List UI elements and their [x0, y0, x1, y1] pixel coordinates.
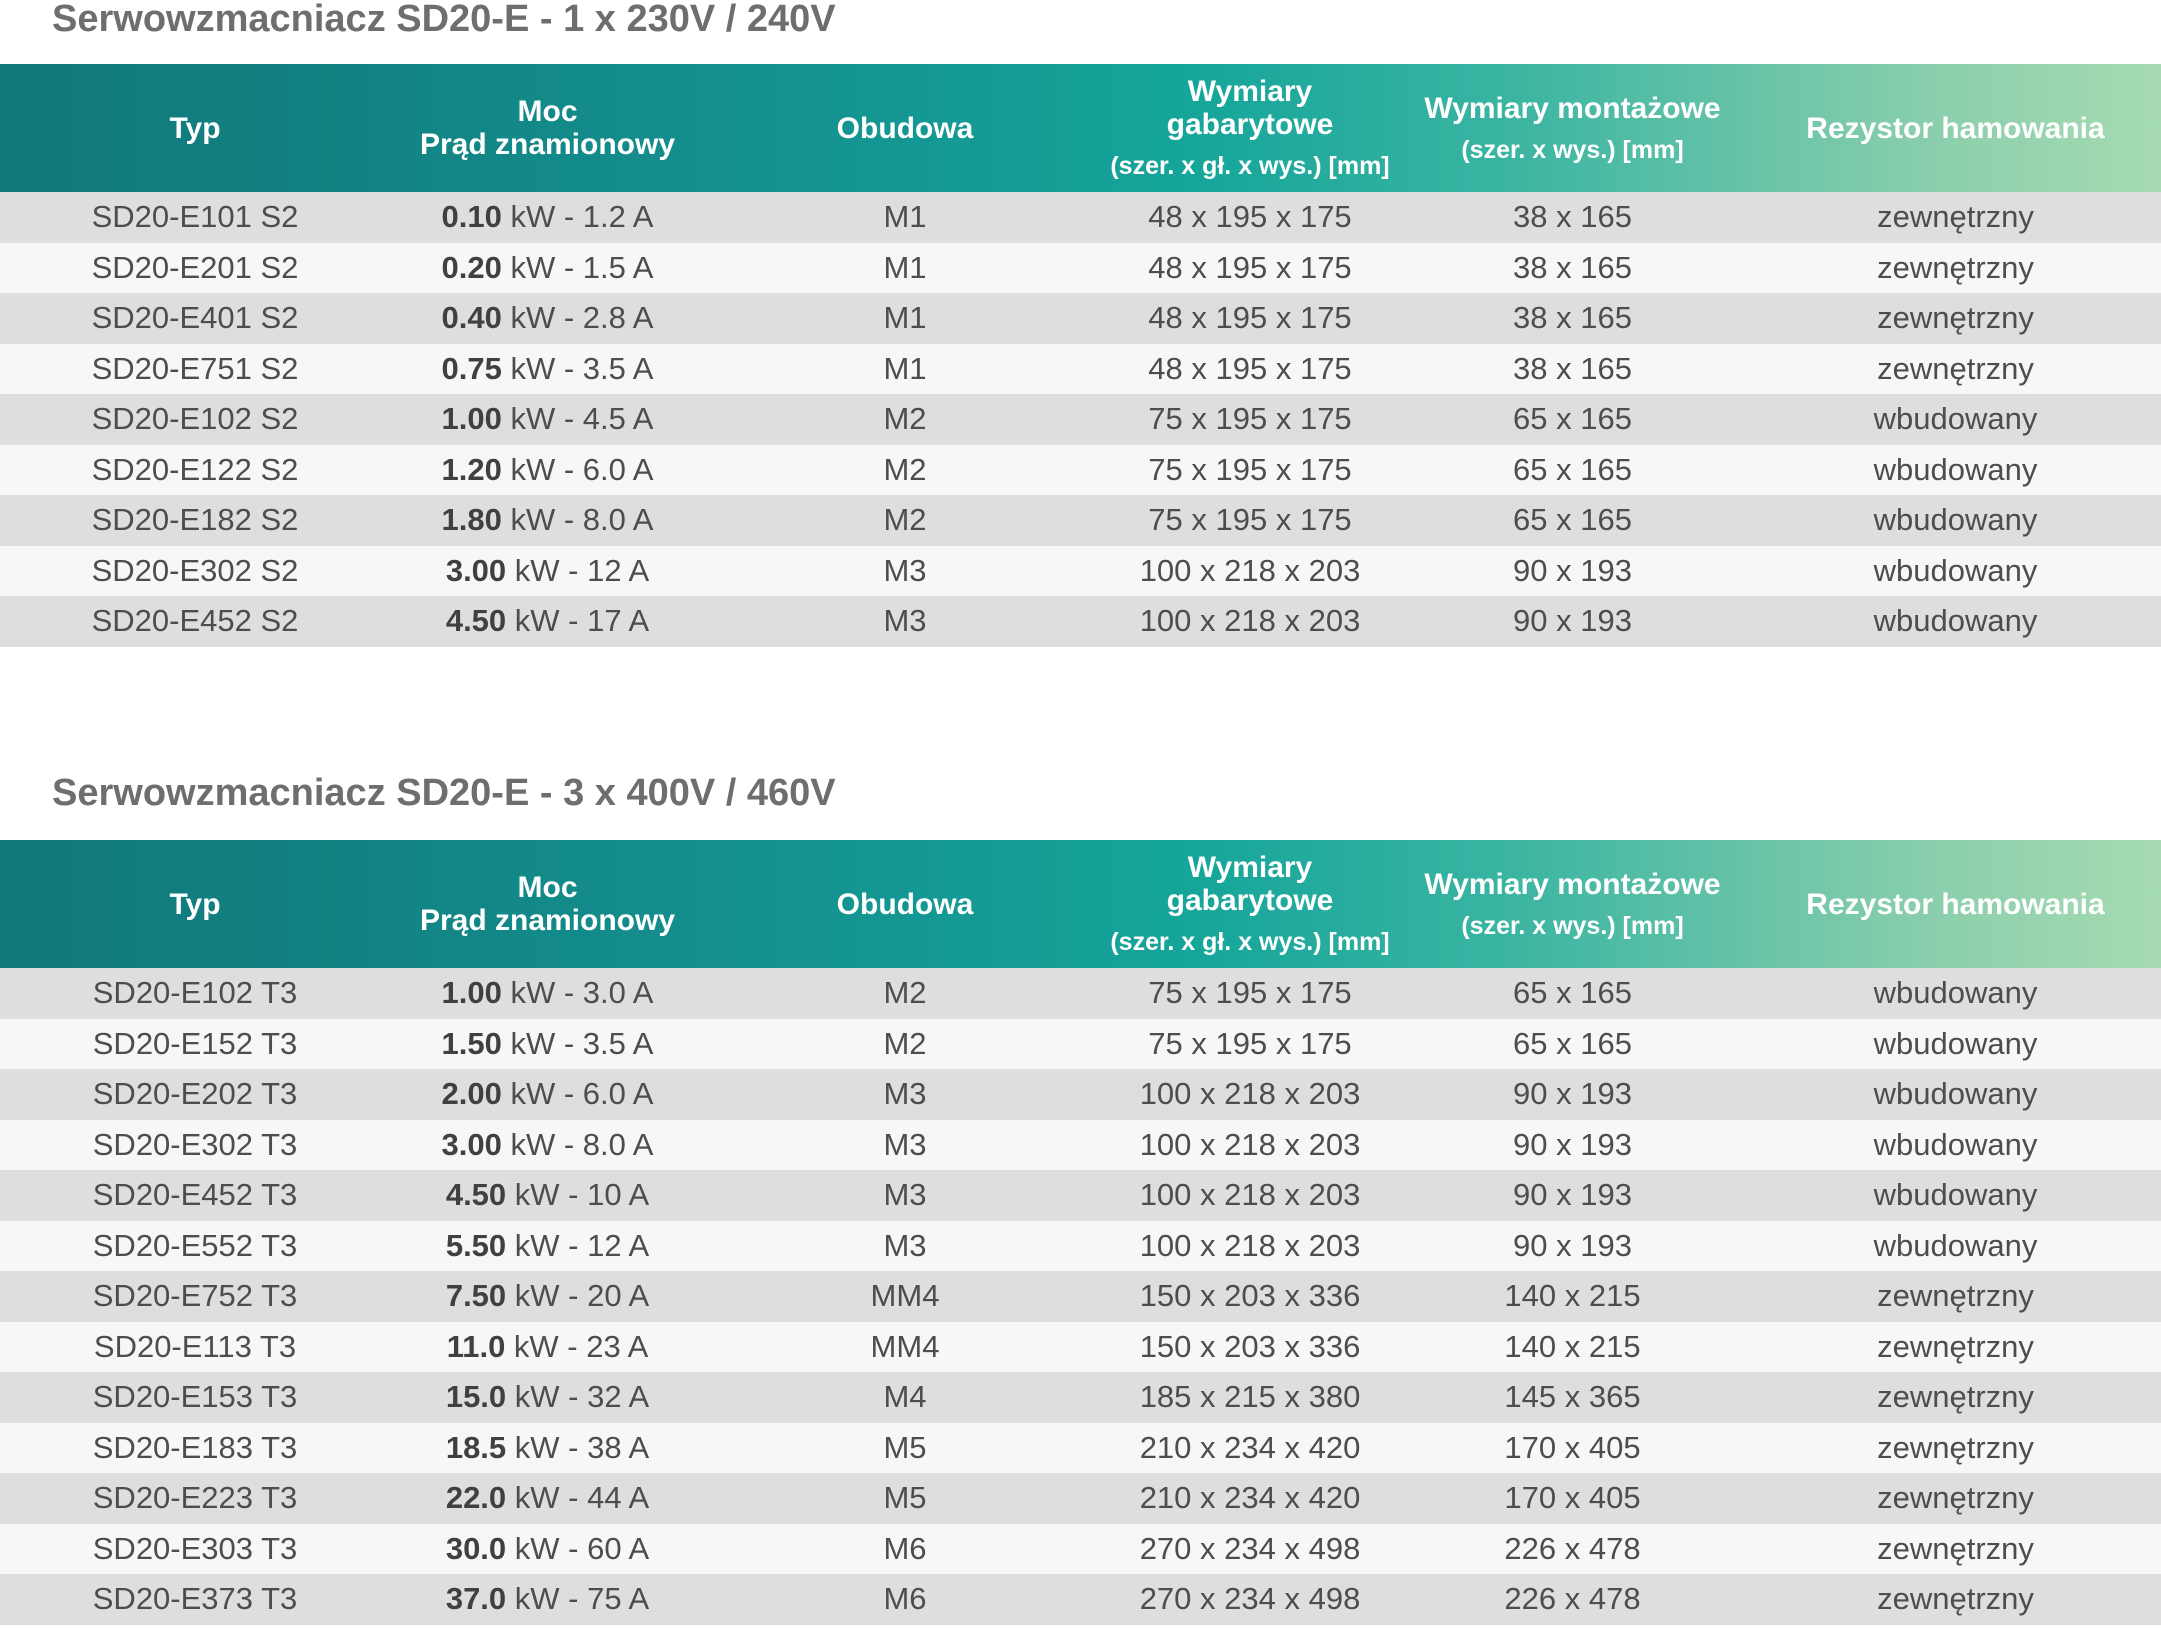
- cell-gabaryt: 100 x 218 x 203: [1139, 1227, 1361, 1263]
- header-gabaryt-sub: (szer. x gł. x wys.) [mm]: [1110, 152, 1390, 181]
- table-row: [0, 243, 2161, 294]
- cell-typ: SD20-E752 T3: [92, 1278, 298, 1314]
- table-row: [0, 1019, 2161, 1070]
- cell-obudowa: M3: [883, 1126, 927, 1162]
- cell-typ: SD20-E102 T3: [92, 975, 298, 1011]
- cell-power-value: 5.50: [445, 1227, 507, 1263]
- cell-montaz: 38 x 165: [1513, 300, 1632, 336]
- cell-power-value: 11.0: [446, 1328, 506, 1364]
- cell-power-value: 1.00: [441, 401, 502, 437]
- cell-obudowa: M2: [883, 502, 927, 538]
- header-typ: [0, 64, 390, 192]
- table-row: [0, 1524, 2161, 1575]
- cell-obudowa: M6: [883, 1530, 927, 1566]
- cell-obudowa: M1: [883, 249, 927, 285]
- table-row: [0, 293, 2161, 344]
- cell-rezystor: zewnętrzny: [1877, 1429, 2034, 1465]
- spec-table-400v: [0, 840, 2161, 1625]
- cell-gabaryt: 100 x 218 x 203: [1139, 1076, 1361, 1112]
- cell-power-value: 22.0: [445, 1480, 507, 1516]
- cell-moc: [390, 546, 705, 597]
- table-row: [0, 344, 2161, 395]
- cell-moc: [390, 1019, 705, 1070]
- cell-montaz: 65 x 165: [1513, 502, 1632, 538]
- cell-moc: [390, 1524, 705, 1575]
- cell-moc: [390, 394, 705, 445]
- cell-typ: SD20-E223 T3: [92, 1480, 298, 1516]
- header-rezystor: [1750, 840, 2161, 968]
- table-row: [0, 1372, 2161, 1423]
- cell-moc: [390, 1372, 705, 1423]
- cell-obudowa: M2: [883, 451, 927, 487]
- cell-power-value: 1.00: [441, 975, 502, 1011]
- cell-montaz: 38 x 165: [1513, 350, 1632, 386]
- cell-rezystor: wbudowany: [1873, 1177, 2038, 1213]
- header-montaz: [1395, 840, 1750, 968]
- cell-typ: SD20-E452 S2: [91, 603, 299, 639]
- cell-moc: [390, 1120, 705, 1171]
- cell-obudowa: M1: [883, 199, 927, 235]
- cell-power-value: 1.80: [441, 502, 502, 538]
- cell-current-value: kW - 12 A: [506, 1227, 650, 1263]
- header-prad-label: Prąd znamionowy: [419, 128, 676, 161]
- cell-montaz: 65 x 165: [1513, 451, 1632, 487]
- header-moc-label: Moc: [517, 871, 578, 904]
- cell-typ: SD20-E552 T3: [92, 1227, 298, 1263]
- cell-obudowa: M6: [883, 1581, 927, 1617]
- cell-gabaryt: 100 x 218 x 203: [1139, 552, 1361, 588]
- header-gabaryt: [1105, 840, 1395, 968]
- cell-gabaryt: 75 x 195 x 175: [1148, 1025, 1352, 1061]
- cell-moc: [390, 1170, 705, 1221]
- header-typ: [0, 840, 390, 968]
- cell-rezystor: wbudowany: [1873, 451, 2038, 487]
- cell-obudowa: M3: [883, 1076, 927, 1112]
- cell-typ: SD20-E182 S2: [91, 502, 299, 538]
- cell-rezystor: wbudowany: [1873, 603, 2038, 639]
- cell-rezystor: zewnętrzny: [1877, 350, 2034, 386]
- cell-moc: [390, 596, 705, 647]
- cell-rezystor: wbudowany: [1873, 401, 2038, 437]
- cell-current-value: kW - 3.5 A: [501, 1025, 654, 1061]
- cell-gabaryt: 75 x 195 x 175: [1148, 975, 1352, 1011]
- cell-gabaryt: 48 x 195 x 175: [1148, 249, 1352, 285]
- cell-moc: [390, 445, 705, 496]
- cell-obudowa: M2: [883, 975, 927, 1011]
- table-row: [0, 546, 2161, 597]
- cell-obudowa: M1: [883, 350, 927, 386]
- cell-gabaryt: 270 x 234 x 498: [1139, 1581, 1361, 1617]
- cell-moc: [390, 495, 705, 546]
- cell-rezystor: zewnętrzny: [1877, 1278, 2034, 1314]
- cell-rezystor: zewnętrzny: [1877, 1530, 2034, 1566]
- cell-rezystor: wbudowany: [1873, 502, 2038, 538]
- table-row: [0, 1170, 2161, 1221]
- cell-montaz: 90 x 193: [1513, 1126, 1632, 1162]
- table-row: [0, 1120, 2161, 1171]
- cell-rezystor: zewnętrzny: [1877, 1379, 2034, 1415]
- cell-power-value: 1.50: [441, 1025, 502, 1061]
- cell-rezystor: zewnętrzny: [1877, 1328, 2034, 1364]
- cell-moc: [390, 1322, 705, 1373]
- cell-obudowa: M3: [883, 1227, 927, 1263]
- cell-montaz: 65 x 165: [1513, 1025, 1632, 1061]
- cell-moc: [390, 1221, 705, 1272]
- cell-typ: SD20-E152 T3: [92, 1025, 298, 1061]
- cell-power-value: 30.0: [445, 1530, 507, 1566]
- cell-current-value: kW - 3.5 A: [501, 350, 654, 386]
- header-obudowa: [705, 840, 1105, 968]
- cell-montaz: 38 x 165: [1513, 249, 1632, 285]
- cell-typ: SD20-E101 S2: [91, 199, 299, 235]
- cell-obudowa: MM4: [870, 1328, 940, 1364]
- cell-obudowa: M3: [883, 552, 927, 588]
- table-row: [0, 192, 2161, 243]
- cell-gabaryt: 150 x 203 x 336: [1139, 1328, 1361, 1364]
- cell-obudowa: MM4: [870, 1278, 940, 1314]
- cell-current-value: kW - 6.0 A: [501, 451, 654, 487]
- header-moc: [390, 840, 705, 968]
- cell-current-value: kW - 1.5 A: [501, 249, 654, 285]
- cell-current-value: kW - 44 A: [506, 1480, 650, 1516]
- cell-current-value: kW - 8.0 A: [501, 1126, 654, 1162]
- cell-typ: SD20-E113 T3: [93, 1328, 297, 1364]
- table-body: [0, 968, 2161, 1625]
- cell-gabaryt: 75 x 195 x 175: [1148, 401, 1352, 437]
- header-typ-label: Typ: [169, 887, 221, 921]
- cell-rezystor: wbudowany: [1873, 1227, 2038, 1263]
- header-gabaryt-label: Wymiary gabarytowe: [1166, 851, 1334, 918]
- cell-current-value: kW - 8.0 A: [501, 502, 654, 538]
- cell-typ: SD20-E303 T3: [92, 1530, 298, 1566]
- header-gabaryt-sub: (szer. x gł. x wys.) [mm]: [1110, 928, 1390, 957]
- header-montaz-sub: (szer. x wys.) [mm]: [1461, 911, 1684, 940]
- header-gabaryt-label: Wymiary gabarytowe: [1166, 75, 1334, 142]
- cell-power-value: 0.40: [441, 300, 502, 336]
- cell-power-value: 4.50: [445, 603, 507, 639]
- cell-typ: SD20-E452 T3: [92, 1177, 298, 1213]
- cell-moc: [390, 293, 705, 344]
- cell-rezystor: zewnętrzny: [1877, 300, 2034, 336]
- cell-current-value: kW - 60 A: [506, 1530, 650, 1566]
- cell-gabaryt: 150 x 203 x 336: [1139, 1278, 1361, 1314]
- cell-typ: SD20-E302 S2: [91, 552, 299, 588]
- table-row: [0, 394, 2161, 445]
- cell-moc: [390, 1473, 705, 1524]
- cell-current-value: kW - 6.0 A: [501, 1076, 654, 1112]
- cell-current-value: kW - 23 A: [505, 1328, 649, 1364]
- cell-current-value: kW - 1.2 A: [501, 199, 654, 235]
- cell-power-value: 18.5: [445, 1429, 507, 1465]
- cell-montaz: 38 x 165: [1513, 199, 1632, 235]
- cell-power-value: 15.0: [445, 1379, 507, 1415]
- cell-gabaryt: 100 x 218 x 203: [1139, 1177, 1361, 1213]
- table-row: [0, 1271, 2161, 1322]
- table-row: [0, 1221, 2161, 1272]
- cell-gabaryt: 48 x 195 x 175: [1148, 199, 1352, 235]
- cell-gabaryt: 75 x 195 x 175: [1148, 502, 1352, 538]
- cell-current-value: kW - 4.5 A: [501, 401, 654, 437]
- cell-moc: [390, 1271, 705, 1322]
- header-prad-label: Prąd znamionowy: [419, 904, 676, 937]
- spec-table-230v: [0, 64, 2161, 647]
- cell-montaz: 140 x 215: [1504, 1278, 1641, 1314]
- header-montaz: [1395, 64, 1750, 192]
- cell-rezystor: zewnętrzny: [1877, 1480, 2034, 1516]
- table-row: [0, 968, 2161, 1019]
- header-moc-label: Moc: [517, 95, 578, 128]
- cell-montaz: 226 x 478: [1504, 1530, 1641, 1566]
- cell-moc: [390, 968, 705, 1019]
- header-obudowa-label: Obudowa: [836, 111, 974, 145]
- cell-moc: [390, 243, 705, 294]
- cell-rezystor: zewnętrzny: [1877, 249, 2034, 285]
- table-row: [0, 1322, 2161, 1373]
- cell-gabaryt: 270 x 234 x 498: [1139, 1530, 1361, 1566]
- table-row: [0, 1069, 2161, 1120]
- cell-montaz: 90 x 193: [1513, 552, 1632, 588]
- header-typ-label: Typ: [169, 111, 221, 145]
- cell-montaz: 65 x 165: [1513, 975, 1632, 1011]
- cell-gabaryt: 48 x 195 x 175: [1148, 350, 1352, 386]
- cell-gabaryt: 210 x 234 x 420: [1139, 1480, 1361, 1516]
- cell-power-value: 0.75: [441, 350, 502, 386]
- cell-current-value: kW - 32 A: [506, 1379, 650, 1415]
- cell-obudowa: M3: [883, 1177, 927, 1213]
- cell-moc: [390, 1423, 705, 1474]
- cell-montaz: 140 x 215: [1504, 1328, 1641, 1364]
- header-rezystor-label: Rezystor hamowania: [1806, 887, 2105, 921]
- cell-obudowa: M2: [883, 401, 927, 437]
- cell-obudowa: M5: [883, 1480, 927, 1516]
- cell-rezystor: wbudowany: [1873, 552, 2038, 588]
- section-title-230v: Serwowzmacniacz SD20-E - 1 x 230V / 240V: [52, 0, 836, 40]
- cell-power-value: 2.00: [441, 1076, 502, 1112]
- cell-moc: [390, 344, 705, 395]
- cell-typ: SD20-E202 T3: [92, 1076, 298, 1112]
- cell-montaz: 90 x 193: [1513, 603, 1632, 639]
- cell-typ: SD20-E373 T3: [92, 1581, 298, 1617]
- cell-typ: SD20-E302 T3: [92, 1126, 298, 1162]
- cell-power-value: 0.20: [441, 249, 502, 285]
- header-montaz-label: Wymiary montażowe: [1424, 867, 1721, 901]
- cell-montaz: 90 x 193: [1513, 1227, 1632, 1263]
- table-header-row: [0, 840, 2161, 968]
- cell-power-value: 3.00: [441, 1126, 502, 1162]
- cell-rezystor: zewnętrzny: [1877, 199, 2034, 235]
- cell-rezystor: wbudowany: [1873, 975, 2038, 1011]
- cell-rezystor: zewnętrzny: [1877, 1581, 2034, 1617]
- table-body: [0, 192, 2161, 647]
- cell-typ: SD20-E102 S2: [91, 401, 299, 437]
- cell-gabaryt: 75 x 195 x 175: [1148, 451, 1352, 487]
- header-rezystor-label: Rezystor hamowania: [1806, 111, 2105, 145]
- cell-montaz: 170 x 405: [1504, 1429, 1641, 1465]
- header-obudowa-label: Obudowa: [836, 887, 974, 921]
- cell-montaz: 226 x 478: [1504, 1581, 1641, 1617]
- cell-current-value: kW - 3.0 A: [501, 975, 654, 1011]
- cell-typ: SD20-E183 T3: [92, 1429, 298, 1465]
- table-row: [0, 1574, 2161, 1625]
- cell-gabaryt: 185 x 215 x 380: [1139, 1379, 1361, 1415]
- cell-moc: [390, 192, 705, 243]
- cell-typ: SD20-E401 S2: [91, 300, 299, 336]
- cell-current-value: kW - 20 A: [506, 1278, 650, 1314]
- cell-current-value: kW - 17 A: [506, 603, 650, 639]
- cell-typ: SD20-E122 S2: [91, 451, 299, 487]
- cell-current-value: kW - 75 A: [506, 1581, 650, 1617]
- cell-current-value: kW - 38 A: [506, 1429, 650, 1465]
- cell-montaz: 90 x 193: [1513, 1177, 1632, 1213]
- table-row: [0, 1473, 2161, 1524]
- table-row: [0, 596, 2161, 647]
- cell-montaz: 65 x 165: [1513, 401, 1632, 437]
- cell-rezystor: wbudowany: [1873, 1025, 2038, 1061]
- cell-montaz: 90 x 193: [1513, 1076, 1632, 1112]
- cell-power-value: 37.0: [445, 1581, 507, 1617]
- cell-current-value: kW - 2.8 A: [501, 300, 654, 336]
- cell-rezystor: wbudowany: [1873, 1076, 2038, 1112]
- cell-gabaryt: 100 x 218 x 203: [1139, 1126, 1361, 1162]
- cell-current-value: kW - 12 A: [506, 552, 650, 588]
- header-montaz-sub: (szer. x wys.) [mm]: [1461, 135, 1684, 164]
- cell-gabaryt: 48 x 195 x 175: [1148, 300, 1352, 336]
- cell-typ: SD20-E201 S2: [91, 249, 299, 285]
- table-row: [0, 1423, 2161, 1474]
- header-gabaryt: [1105, 64, 1395, 192]
- cell-moc: [390, 1574, 705, 1625]
- table-header-row: [0, 64, 2161, 192]
- cell-obudowa: M3: [883, 603, 927, 639]
- table-row: [0, 445, 2161, 496]
- cell-rezystor: wbudowany: [1873, 1126, 2038, 1162]
- header-moc: [390, 64, 705, 192]
- cell-gabaryt: 210 x 234 x 420: [1139, 1429, 1361, 1465]
- cell-typ: SD20-E751 S2: [91, 350, 299, 386]
- cell-obudowa: M1: [883, 300, 927, 336]
- cell-typ: SD20-E153 T3: [92, 1379, 298, 1415]
- cell-obudowa: M5: [883, 1429, 927, 1465]
- header-obudowa: [705, 64, 1105, 192]
- cell-obudowa: M4: [883, 1379, 927, 1415]
- cell-gabaryt: 100 x 218 x 203: [1139, 603, 1361, 639]
- cell-power-value: 7.50: [445, 1278, 507, 1314]
- cell-power-value: 0.10: [441, 199, 502, 235]
- header-rezystor: [1750, 64, 2161, 192]
- cell-montaz: 170 x 405: [1504, 1480, 1641, 1516]
- cell-obudowa: M2: [883, 1025, 927, 1061]
- cell-power-value: 4.50: [445, 1177, 507, 1213]
- table-row: [0, 495, 2161, 546]
- cell-montaz: 145 x 365: [1504, 1379, 1641, 1415]
- cell-power-value: 1.20: [441, 451, 502, 487]
- section-title-400v: Serwowzmacniacz SD20-E - 3 x 400V / 460V: [52, 772, 836, 814]
- header-montaz-label: Wymiary montażowe: [1424, 91, 1721, 125]
- cell-power-value: 3.00: [445, 552, 507, 588]
- cell-current-value: kW - 10 A: [506, 1177, 650, 1213]
- cell-moc: [390, 1069, 705, 1120]
